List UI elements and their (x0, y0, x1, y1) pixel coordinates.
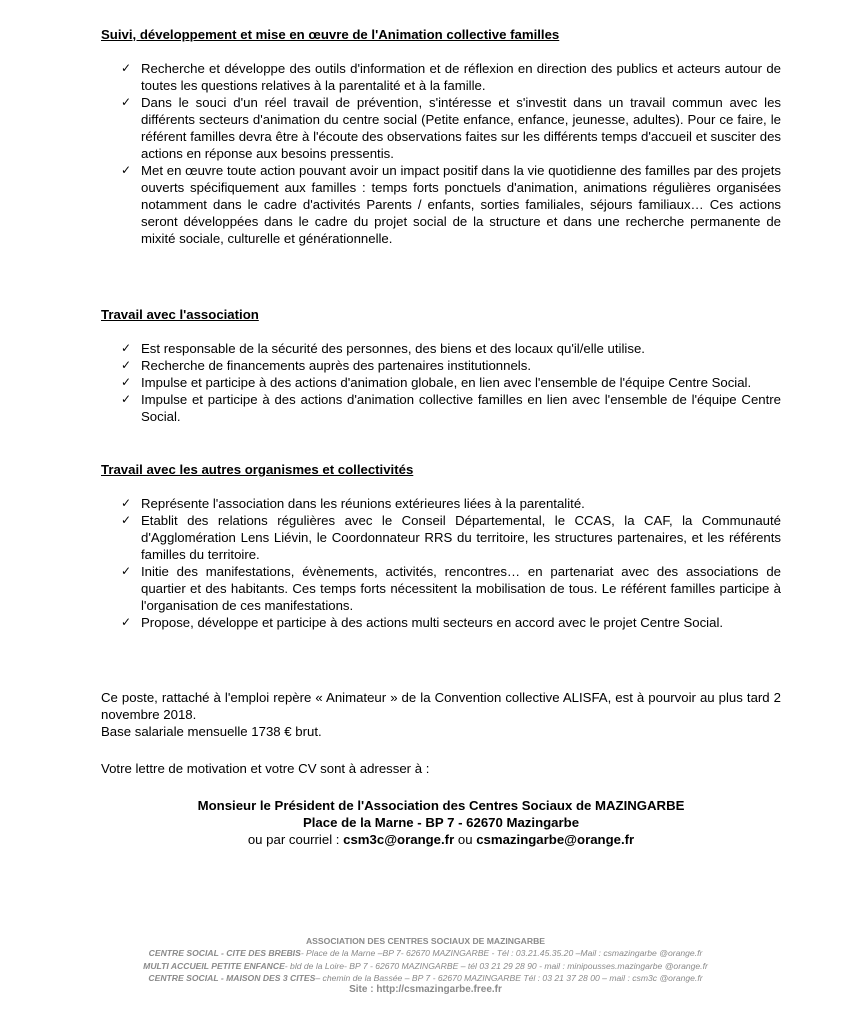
list-item (101, 495, 781, 512)
section-heading: Suivi, développement et mise en œuvre de l'Animation collective familles (101, 27, 560, 42)
footer (0, 935, 851, 996)
list-item (101, 340, 781, 357)
section-heading: Travail avec l'association (101, 307, 259, 322)
email-separator: ou (454, 832, 477, 847)
address-email-line (101, 831, 781, 848)
check-icon: ✓ (121, 615, 132, 629)
list-item-text: Etablit des relations régulières avec le Conseil Départemental, le CCAS, la CAF, la Communauté d'Agglomération Lens Liévin, le Coordonnateur RRS du territoire, les structures partenaires, et les référents familles du territoire. (141, 513, 781, 562)
bullet-list (101, 60, 781, 247)
footer-row-text: – chemin de la Bassée – BP 7 - 62670 MAZINGARBE Tél : 03 21 37 28 00 – mail : csm3c @orange.fr (315, 972, 703, 983)
section-organismes (101, 461, 781, 631)
list-item (101, 614, 781, 631)
check-icon: ✓ (121, 392, 132, 406)
check-icon: ✓ (121, 496, 132, 510)
email-link-1[interactable]: csm3c@orange.fr (343, 832, 455, 847)
check-icon: ✓ (121, 513, 132, 527)
list-item (101, 512, 781, 563)
footer-row (0, 960, 851, 972)
list-item (101, 563, 781, 614)
list-item-text: Représente l'association dans les réunions extérieures liées à la parentalité. (141, 496, 585, 511)
footer-site-link[interactable]: Site : http://csmazingarbe.free.fr (349, 984, 502, 996)
email-link-2[interactable]: csmazingarbe@orange.fr (476, 832, 635, 847)
footer-row-label: MULTI ACCUEIL PETITE ENFANCE (143, 960, 285, 971)
check-icon: ✓ (121, 375, 132, 389)
list-item-text: Dans le souci d'un réel travail de prévention, s'intéresse et s'investit dans un travail commun avec les différents secteurs d'animation du centre social (Petite enfance, enfance, jeunesse, adultes). Pour ce faire, le référent familles devra être à l'écoute des observations faites sur les différents temps d'accueil et susciter des actions en réponse aux besoins pressentis. (141, 95, 781, 161)
list-item (101, 391, 781, 425)
section-heading: Travail avec les autres organismes et collectivités (101, 462, 414, 477)
address-block (101, 797, 781, 848)
footer-row (0, 947, 851, 959)
list-item (101, 162, 781, 247)
list-item-text: Impulse et participe à des actions d'animation collective familles en lien avec l'ensemble de l'équipe Centre Social. (141, 392, 781, 424)
bullet-list (101, 495, 781, 631)
check-icon: ✓ (121, 163, 132, 177)
address-street: Place de la Marne - BP 7 - 62670 Mazingarbe (302, 815, 580, 830)
list-item-text: Est responsable de la sécurité des personnes, des biens et des locaux qu'il/elle utilise. (141, 341, 645, 356)
section-suivi (101, 26, 781, 247)
footer-row (0, 972, 851, 984)
list-item-text: Recherche et développe des outils d'information et de réflexion en direction des publics et acteurs autour de toutes les questions relatives à la parentalité et à la famille. (141, 61, 781, 93)
salary-paragraph: Base salariale mensuelle 1738 € brut. (101, 724, 322, 739)
list-item-text: Initie des manifestations, évènements, activités, rencontres… en partenariat avec des associations de quartier et des habitants. Ces temps forts nécessitent la mobilisation de tous. Le référent familles participe à l'organisation de ces manifestations. (141, 564, 781, 613)
footer-row-text: - bld de la Loire- BP 7 - 62670 MAZINGARBE – tél 03 21 29 28 90 - mail : minipousses.mazingarbe @orange.fr (284, 960, 708, 971)
check-icon: ✓ (121, 564, 132, 578)
list-item (101, 94, 781, 162)
check-icon: ✓ (121, 61, 132, 75)
section-association (101, 306, 781, 425)
list-item-text: Propose, développe et participe à des actions multi secteurs en accord avec le projet Centre Social. (141, 615, 724, 630)
check-icon: ✓ (121, 95, 132, 109)
bullet-list (101, 340, 781, 425)
check-icon: ✓ (121, 341, 132, 355)
email-prefix: ou par courriel : (247, 832, 344, 847)
list-item (101, 60, 781, 94)
candidature-paragraph: Votre lettre de motivation et votre CV sont à adresser à : (101, 761, 430, 776)
list-item-text: Impulse et participe à des actions d'animation globale, en lien avec l'ensemble de l'équipe Centre Social. (141, 375, 752, 390)
footer-row-text: - Place de la Marne –BP 7- 62670 MAZINGARBE - Tél : 03.21.45.35.20 –Mail : csmazingarbe @orange.fr (300, 948, 703, 959)
list-item-text: Recherche de financements auprès des partenaires institutionnels. (141, 358, 531, 373)
poste-paragraph: Ce poste, rattaché à l'emploi repère « Animateur » de la Convention collective ALISFA, est à pourvoir au plus tard 2 novembre 2018. (101, 690, 781, 722)
check-icon: ✓ (121, 358, 132, 372)
footer-row-label: CENTRE SOCIAL - CITE DES BREBIS (148, 948, 301, 959)
address-recipient: Monsieur le Président de l'Association des Centres Sociaux de MAZINGARBE (197, 798, 685, 813)
footer-title: ASSOCIATION DES CENTRES SOCIAUX DE MAZINGARBE (305, 936, 546, 946)
list-item (101, 357, 781, 374)
list-item-text: Met en œuvre toute action pouvant avoir un impact positif dans la vie quotidienne des familles par des projets ouverts spécifiquement aux familles : temps forts ponctuels d'animation, animations régulières organisées notamment dans le cadre d'activités Parents / enfants, sorties familiales, séjours familiaux… Ces actions seront développées dans le cadre du projet social de la structure et dans une recherche permanente de mixité sociale, culturelle et générationnelle. (141, 163, 781, 246)
list-item (101, 374, 781, 391)
footer-row-label: CENTRE SOCIAL - MAISON DES 3 CITES (148, 972, 316, 983)
